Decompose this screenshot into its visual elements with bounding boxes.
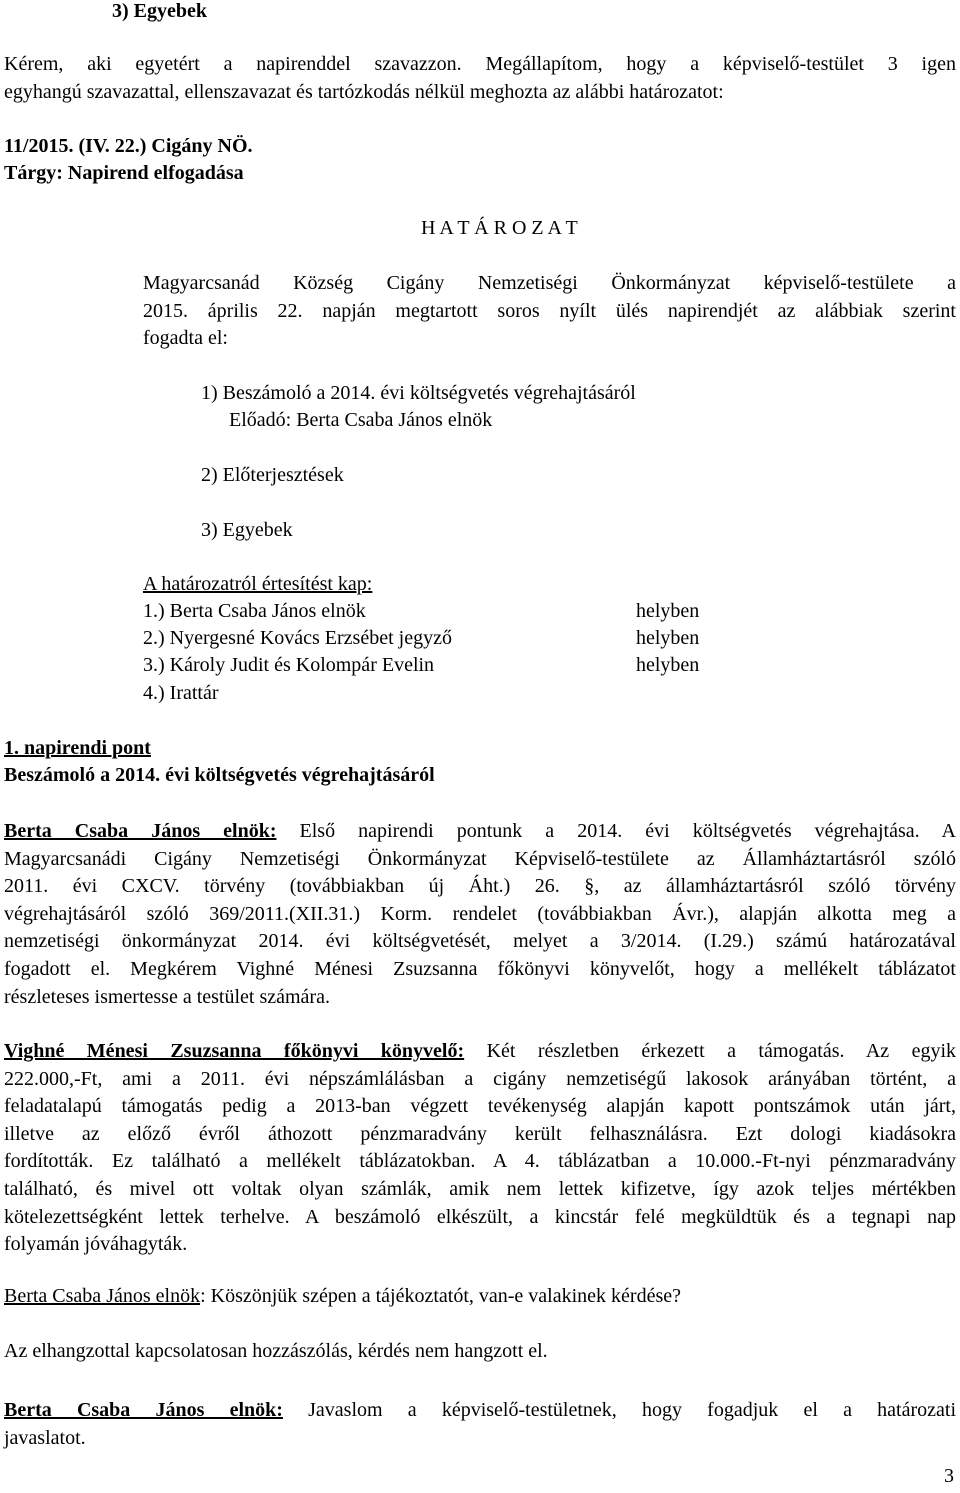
- recipient-name: 3.) Károly Judit és Kolompár Evelin: [143, 654, 435, 676]
- section-heading: 3) Egyebek: [112, 0, 207, 22]
- paragraph-chair-1: [4, 818, 956, 1011]
- text-line: egyhangú szavazattal, ellenszavazat és tartózkodás nélkül meghozta az alábbi határozatot:: [4, 80, 724, 103]
- paragraph-no-comments: Az elhangzottal kapcsolatosan hozzászólás, kérdés nem hangzott el.: [4, 1340, 548, 1362]
- notification-row-1: [143, 598, 366, 626]
- text-line: Berta Csaba János elnök: Javaslom a képviselő-testületnek, hogy fogadjuk el a határozati: [4, 1399, 956, 1421]
- agenda-item-3: 3) Egyebek: [201, 519, 293, 541]
- text-line: 2015. április 22. napján megtartott soros nyílt ülés napirendjét az alábbiak szerint: [143, 299, 956, 322]
- resolution-body: [143, 270, 956, 353]
- agenda-point-title: Beszámoló a 2014. évi költségvetés végrehajtásáról: [4, 764, 435, 786]
- text-line: illetve az előző évről áthozott pénzmaradvány került felhasználásra. Ezt dologi kiadásokra: [4, 1122, 956, 1145]
- text-line: javaslatot.: [4, 1426, 86, 1449]
- agenda-item-1-title: 1) Beszámoló a 2014. évi költségvetés végrehajtásáról: [201, 382, 636, 404]
- page-number: 3: [944, 1465, 954, 1487]
- text-line: kötelezettségként lettek terhelve. A beszámoló elkészült, a kincstár felé megküldtük és a tegnapi nap: [4, 1205, 956, 1228]
- text-line: 222.000,-Ft, ami a 2011. évi népszámlálásban a cigány nemzetiségű lakosok arányában történt, a: [4, 1067, 956, 1090]
- recipient-place: helyben: [636, 654, 700, 676]
- resolution-title: H A T Á R O Z A T: [421, 217, 578, 239]
- agenda-item-2: 2) Előterjesztések: [201, 464, 344, 486]
- text-line: Kérem, aki egyetért a napirenddel szavazzon. Megállapítom, hogy a képviselő-testület 3 igen: [4, 53, 956, 75]
- recipient-place: helyben: [636, 600, 700, 622]
- text-line: fogadott el. Megkérem Vighné Ménesi Zsuzsanna főkönyvi könyvelőt, hogy a mellékelt táblázatot: [4, 957, 956, 980]
- speaker-name: Vighné Ménesi Zsuzsanna főkönyvi könyvelő:: [4, 1040, 465, 1062]
- text-line: Vighné Ménesi Zsuzsanna főkönyvi könyvelő: Két részletben érkezett a támogatás. Az egyik: [4, 1040, 957, 1062]
- agenda-item-1-presenter: Előadó: Berta Csaba János elnök: [229, 409, 493, 431]
- speaker-name: Berta Csaba János elnök:: [4, 1399, 283, 1421]
- text-line: nemzetiségi önkormányzat 2014. évi költségvetését, melyet a 3/2014. (I.29.) számú határozatával: [4, 930, 956, 953]
- recipient-name: 1.) Berta Csaba János elnök: [143, 600, 366, 622]
- text-line: 2011. évi CXCV. törvény (továbbiakban új Áht.) 26. §, az államháztartásról szóló törvény: [4, 875, 956, 898]
- recipient-name: 4.) Irattár: [143, 682, 219, 704]
- text-line: található, és mivel ott voltak olyan számlák, amik nem lettek kifizetve, így azok teljes mértékben: [4, 1177, 956, 1200]
- text-line: részleteses ismertesse a testület számára.: [4, 985, 330, 1008]
- text-line: feladatalapú támogatás pedig a 2013-ban végzett tevékenység alapján kapott pontszámok után járt,: [4, 1095, 956, 1118]
- vote-paragraph: [4, 51, 956, 106]
- agenda-point-heading: 1. napirendi pont: [4, 737, 151, 759]
- notification-heading: A határozatról értesítést kap:: [143, 573, 373, 595]
- speaker-name: Berta Csaba János elnök: [4, 1285, 201, 1307]
- text-line: végrehajtásáról szóló 369/2011.(XII.31.) Korm. rendelet (továbbiakban Ávr.), alapján alkotta meg a: [4, 902, 956, 925]
- text-line: folyamán jóváhagyták.: [4, 1233, 188, 1256]
- paragraph-accountant: [4, 1038, 956, 1259]
- speaker-name: Berta Csaba János elnök:: [4, 820, 277, 842]
- recipient-name: 2.) Nyergesné Kovács Erzsébet jegyző: [143, 627, 452, 649]
- resolution-number: 11/2015. (IV. 22.) Cigány NÖ.: [4, 135, 253, 157]
- text-line: Magyarcsanádi Cigány Nemzetiségi Önkormányzat Képviselő-testülete az Államháztartásról szóló: [4, 847, 956, 870]
- recipient-place: helyben: [636, 627, 700, 649]
- paragraph-chair-2: Berta Csaba János elnök: Köszönjük szépen a tájékoztatót, van-e valakinek kérdése?: [4, 1285, 681, 1307]
- paragraph-chair-3: [4, 1397, 956, 1452]
- notification-row-4: [143, 680, 219, 708]
- notification-row-2: [143, 625, 452, 653]
- text-line: fogadta el:: [143, 327, 228, 350]
- text-line: Berta Csaba János elnök: Első napirendi pontunk a 2014. évi költségvetés végrehajtása. A: [4, 820, 956, 842]
- notification-row-3: [143, 652, 434, 680]
- text-line: fordították. Ez található a mellékelt táblázatokban. A 4. táblázatban a 10.000.-Ft-nyi pénzmaradvány: [4, 1150, 956, 1173]
- text-line: Magyarcsanád Község Cigány Nemzetiségi Önkormányzat képviselő-testülete a: [143, 272, 956, 294]
- resolution-subject: Tárgy: Napirend elfogadása: [4, 162, 244, 184]
